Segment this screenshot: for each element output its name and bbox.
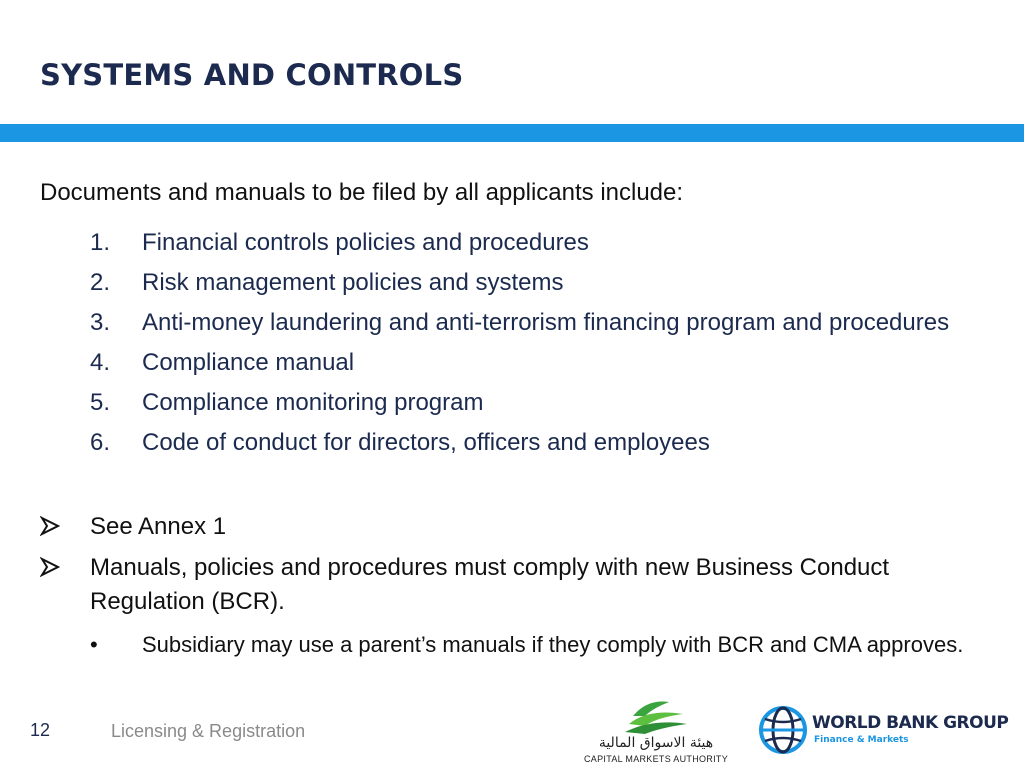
intro-text: Documents and manuals to be filed by all applicants include: xyxy=(40,179,684,206)
item-number: 1. xyxy=(90,229,111,256)
list-item xyxy=(90,226,990,259)
world-bank-name: WORLD BANK GROUP xyxy=(812,713,1009,733)
arrow-bullet-icon xyxy=(40,510,90,544)
world-bank-logo xyxy=(758,705,1009,757)
cma-english-name: CAPITAL MARKETS AUTHORITY xyxy=(583,754,729,764)
list-item xyxy=(40,551,990,619)
arrow-bullet-icon xyxy=(40,551,90,619)
item-number: 2. xyxy=(90,269,111,296)
page-number: 12 xyxy=(30,720,51,740)
item-text: Financial controls policies and procedures xyxy=(142,229,589,256)
item-text: Manuals, policies and procedures must comply with new Business Conduct Regulation (BCR). xyxy=(90,554,890,615)
item-number: 5. xyxy=(90,389,111,416)
list-item xyxy=(90,630,990,660)
footer-section-label: Licensing & Registration xyxy=(111,721,306,741)
list-item xyxy=(90,346,990,379)
list-item xyxy=(90,426,990,459)
item-text: Subsidiary may use a parent’s manuals if they comply with BCR and CMA approves. xyxy=(142,632,964,657)
list-item xyxy=(90,266,990,299)
cma-emblem-icon xyxy=(575,700,737,736)
item-text: Compliance manual xyxy=(142,349,355,376)
item-number: 3. xyxy=(90,309,111,336)
title-accent-bar xyxy=(0,124,1024,142)
item-text: Compliance monitoring program xyxy=(142,389,484,416)
arrow-list xyxy=(40,510,990,626)
world-bank-division: Finance & Markets xyxy=(814,735,909,745)
globe-icon xyxy=(758,705,808,755)
slide-title: SYSTEMS AND CONTROLS xyxy=(40,58,464,92)
item-number: 4. xyxy=(90,349,111,376)
list-item xyxy=(90,386,990,419)
item-text: Risk management policies and systems xyxy=(142,269,564,296)
item-text: Code of conduct for directors, officers and employees xyxy=(142,429,710,456)
sub-bullet-list xyxy=(90,630,990,660)
item-number: 6. xyxy=(90,429,111,456)
bullet-dot-icon: • xyxy=(90,632,98,657)
cma-logo xyxy=(575,700,737,766)
list-item xyxy=(40,510,990,544)
cma-arabic-name: هيئة الاسواق المالية xyxy=(598,735,714,751)
item-text: Anti-money laundering and anti-terrorism financing program and procedures xyxy=(142,309,950,336)
item-text: See Annex 1 xyxy=(90,513,227,540)
list-item xyxy=(90,306,990,339)
numbered-list xyxy=(90,226,990,466)
